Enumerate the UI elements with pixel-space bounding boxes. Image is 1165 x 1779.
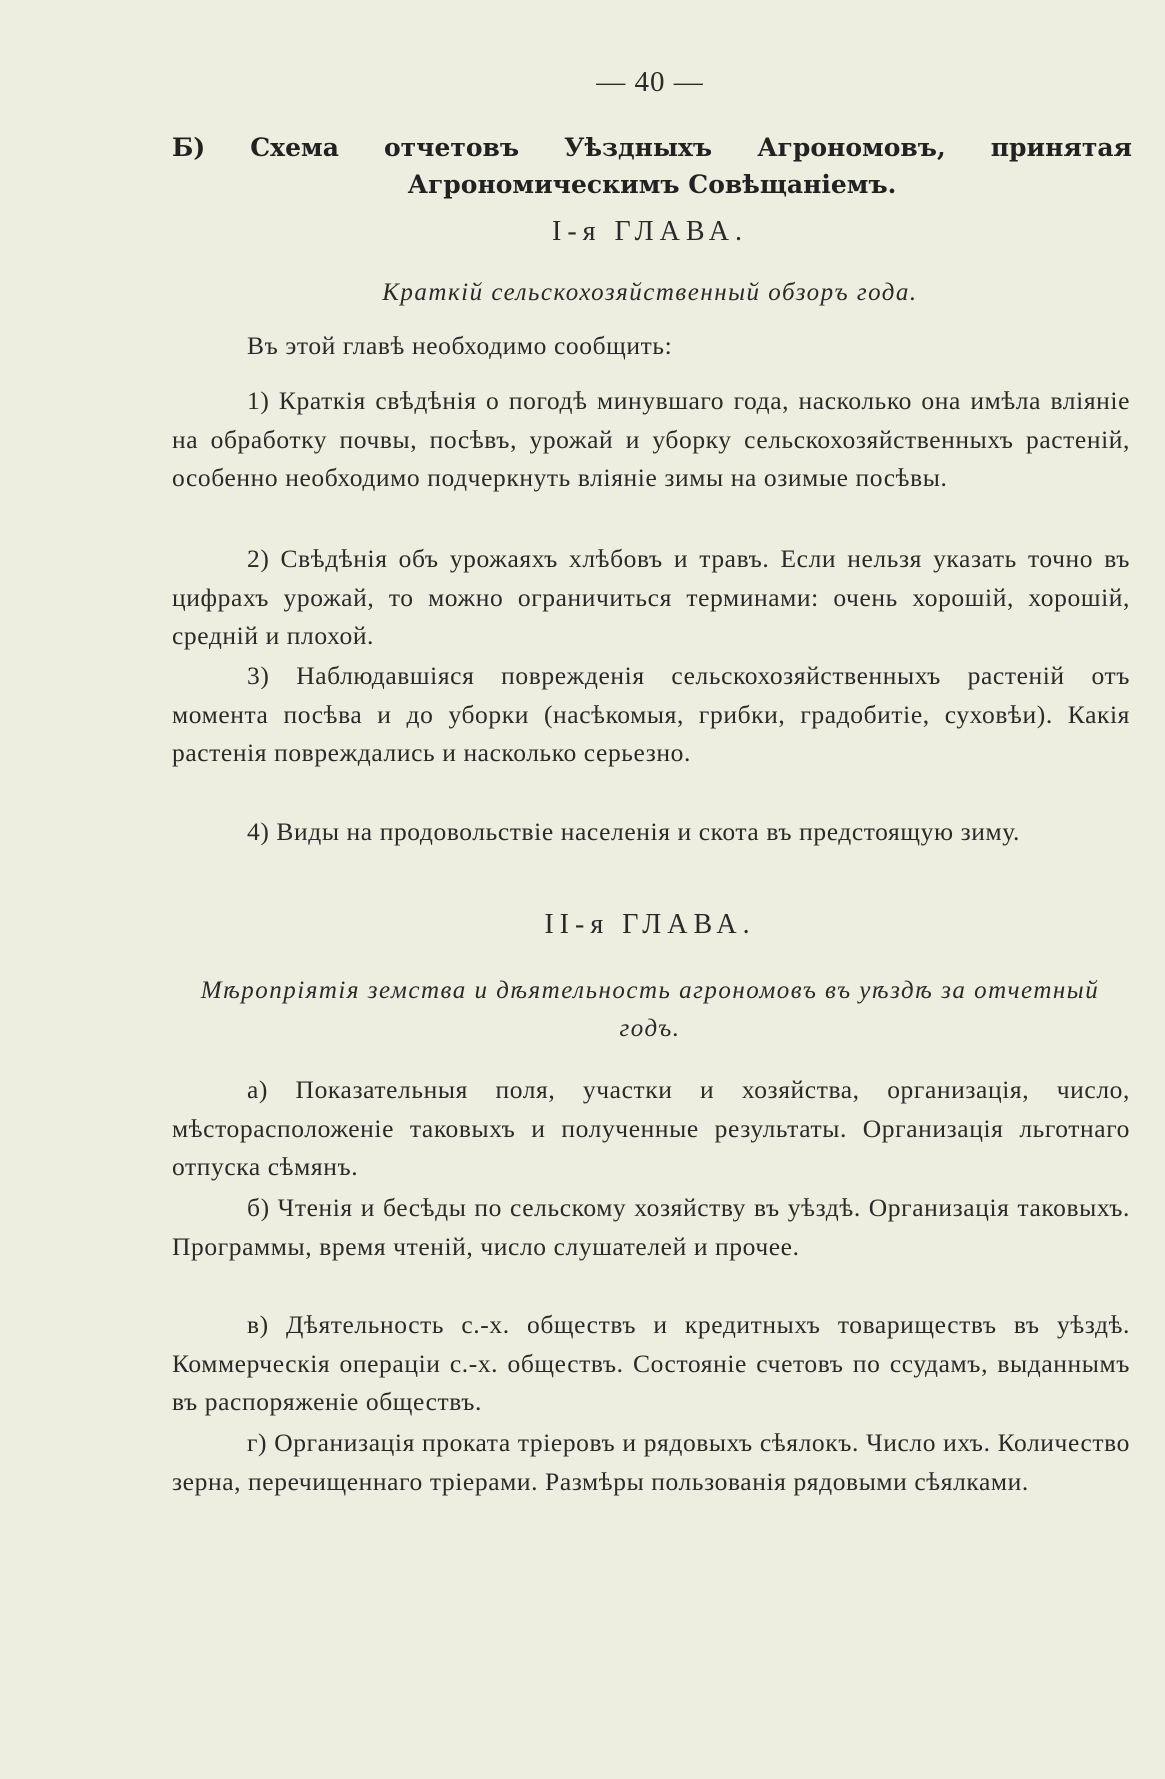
section-heading: Б) Схема отчетовъ Уѣздныхъ Агрономовъ, принятая Агрономическимъ Совѣщаніемъ. [172, 133, 1132, 199]
chapter-1-item-1: 1) Краткія свѣдѣнія о погодѣ минувшаго года, насколько она имѣла вліяніе на обработку почвы, посѣвъ, урожай и уборку сельскохозяйственныхъ растеній, особенно необходимо подчеркнуть вліяніе зимы на озимые посѣвы. [172, 386, 1130, 492]
chapter-1-item-2: 2) Свѣдѣнія объ урожаяхъ хлѣбовъ и травъ. Если нельзя указать точно въ цифрахъ урожай, то можно ограничиться терминами: очень хорошій, хорошій, средній и плохой. [172, 544, 1130, 650]
chapter-1-title: I-я ГЛАВА. [552, 216, 748, 247]
chapter-1-intro: Въ этой главѣ необходимо сообщить: [247, 331, 673, 360]
chapter-2-subtitle: Мѣропріятія земства и дѣятельность агрономовъ въ уѣздѣ за отчетный годъ. [200, 977, 1100, 1042]
chapter-2-item-c: в) Дѣятельность с.-х. обществъ и кредитныхъ товариществъ въ уѣздѣ. Коммерческія операціи с.-х. обществъ. Состояніе счетовъ по ссудамъ, выданнымъ въ распоряженіе обществъ. [172, 1310, 1130, 1416]
chapter-1-item-3: 3) Наблюдавшіяся поврежденія сельскохозяйственныхъ растеній отъ момента посѣва и до уборки (насѣкомыя, грибки, градобитіе, суховѣи). Какія растенія повреждались и насколько серьезно. [172, 661, 1130, 767]
chapter-1-item-4: 4) Виды на продовольствіе населенія и скота въ предстоящую зиму. [247, 817, 1021, 846]
chapter-2-item-a: а) Показательныя поля, участки и хозяйства, организація, число, мѣсторасположеніе таковыхъ и полученные результаты. Организація льготнаго отпуска сѣмянъ. [172, 1075, 1130, 1181]
chapter-2-title: II-я ГЛАВА. [544, 909, 756, 940]
page-number: — 40 — [596, 66, 704, 98]
chapter-1-subtitle: Краткій сельскохозяйственный обзоръ года. [382, 279, 918, 306]
chapter-2-item-d: г) Организація проката тріеровъ и рядовыхъ сѣялокъ. Число ихъ. Количество зерна, перечищеннаго тріерами. Размѣры пользованія рядовыми сѣялками. [172, 1428, 1130, 1496]
chapter-2-item-b: б) Чтенія и бесѣды по сельскому хозяйству въ уѣздѣ. Организація таковыхъ. Программы, время чтеній, число слушателей и прочее. [172, 1193, 1130, 1261]
